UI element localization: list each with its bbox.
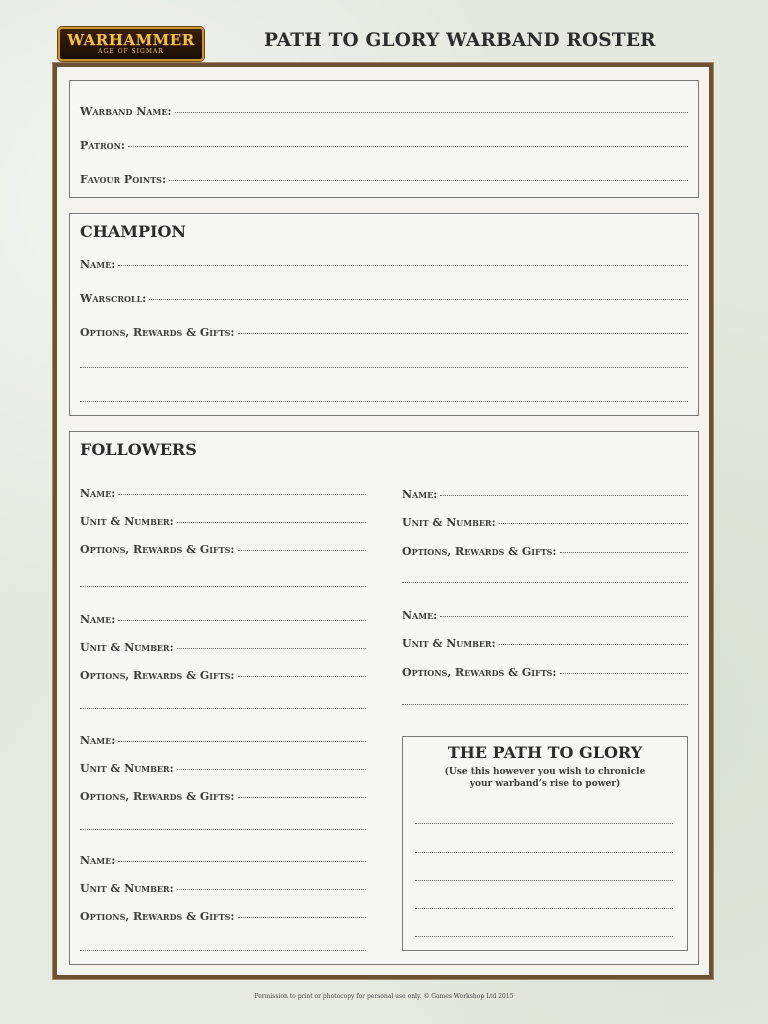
follower-unit-label: Unit & Number:	[80, 882, 174, 895]
follower-unit-label: Unit & Number:	[402, 637, 496, 650]
patron-field[interactable]	[80, 139, 688, 152]
path-to-glory-title: THE PATH TO GLORY	[447, 743, 643, 762]
champion-options-label: Options, Rewards & Gifts:	[80, 326, 235, 339]
follower-options-field[interactable]	[402, 666, 688, 679]
follower-options-label: Options, Rewards & Gifts:	[80, 543, 235, 556]
follower-options-label: Options, Rewards & Gifts:	[402, 545, 557, 558]
follower-unit-field[interactable]	[80, 641, 366, 654]
follower-unit-field[interactable]	[80, 762, 366, 775]
fill-line	[149, 299, 688, 300]
follower-unit-field[interactable]	[80, 882, 366, 895]
fill-line	[238, 676, 367, 677]
follower-name-label: Name:	[402, 488, 438, 501]
fill-line	[499, 523, 688, 524]
follower-name-field[interactable]	[80, 734, 366, 747]
fill-line	[177, 522, 366, 523]
fill-line	[238, 917, 367, 918]
fill-line	[560, 673, 689, 674]
champion-extra-line[interactable]	[80, 401, 688, 402]
follower-name-field[interactable]	[80, 854, 366, 867]
follower-unit-label: Unit & Number:	[80, 762, 174, 775]
path-to-glory-subtitle-line: your warband’s rise to power)	[469, 779, 621, 789]
favour-points-field[interactable]	[80, 173, 688, 186]
path-to-glory-box	[402, 736, 688, 951]
warband-name-label: Warband Name:	[80, 105, 172, 118]
follower-unit-label: Unit & Number:	[80, 641, 174, 654]
follower-name-label: Name:	[402, 609, 438, 622]
follower-name-label: Name:	[80, 487, 116, 500]
page-title: PATH TO GLORY WARBAND ROSTER	[264, 30, 656, 51]
follower-name-field[interactable]	[80, 487, 366, 500]
fill-line	[128, 146, 688, 147]
follower-unit-label: Unit & Number:	[402, 516, 496, 529]
follower-options-label: Options, Rewards & Gifts:	[80, 669, 235, 682]
follower-unit-field[interactable]	[80, 515, 366, 528]
warband-name-field[interactable]	[80, 105, 688, 118]
fill-line	[175, 112, 688, 113]
champion-title: CHAMPION	[80, 222, 187, 241]
follower-unit-label: Unit & Number:	[80, 515, 174, 528]
fill-line	[238, 333, 689, 334]
fill-line	[169, 180, 688, 181]
roster-frame	[53, 63, 713, 979]
champion-options-field[interactable]	[80, 326, 688, 339]
champion-panel	[69, 213, 699, 416]
chronicle-line[interactable]	[415, 880, 673, 881]
follower-options-field[interactable]	[402, 545, 688, 558]
follower-name-label: Name:	[80, 854, 116, 867]
favour-points-label: Favour Points:	[80, 173, 167, 186]
follower-extra-line[interactable]	[402, 704, 688, 705]
follower-extra-line[interactable]	[80, 708, 366, 709]
follower-extra-line[interactable]	[80, 829, 366, 830]
warhammer-logo	[58, 27, 204, 61]
follower-name-field[interactable]	[402, 488, 688, 501]
copyright-footer: Permission to print or photocopy for personal use only. © Games Workshop Ltd 2015	[254, 993, 514, 1000]
fill-line	[177, 769, 366, 770]
follower-options-label: Options, Rewards & Gifts:	[402, 666, 557, 679]
follower-options-field[interactable]	[80, 790, 366, 803]
follower-name-label: Name:	[80, 613, 116, 626]
patron-label: Patron:	[80, 139, 125, 152]
logo-main-text: WARHAMMER	[67, 31, 195, 49]
path-to-glory-subtitle-line: (Use this however you wish to chronicle	[444, 767, 646, 777]
fill-line	[118, 861, 366, 862]
chronicle-line[interactable]	[415, 908, 673, 909]
follower-extra-line[interactable]	[402, 582, 688, 583]
fill-line	[118, 494, 366, 495]
chronicle-line[interactable]	[415, 823, 673, 824]
fill-line	[238, 550, 367, 551]
fill-line	[238, 797, 367, 798]
champion-warscroll-field[interactable]	[80, 292, 688, 305]
chronicle-line[interactable]	[415, 852, 673, 853]
fill-line	[499, 644, 688, 645]
follower-options-field[interactable]	[80, 543, 366, 556]
follower-name-label: Name:	[80, 734, 116, 747]
fill-line	[440, 616, 688, 617]
warband-panel	[69, 80, 699, 198]
path-to-glory-subtitle	[403, 766, 687, 790]
followers-panel	[69, 431, 699, 965]
follower-extra-line[interactable]	[80, 586, 366, 587]
champion-warscroll-label: Warscroll:	[80, 292, 147, 305]
champion-name-label: Name:	[80, 258, 116, 271]
champion-name-field[interactable]	[80, 258, 688, 271]
chronicle-line[interactable]	[415, 936, 673, 937]
champion-extra-line[interactable]	[80, 367, 688, 368]
fill-line	[177, 648, 366, 649]
fill-line	[118, 620, 366, 621]
follower-unit-field[interactable]	[402, 516, 688, 529]
follower-options-label: Options, Rewards & Gifts:	[80, 910, 235, 923]
follower-options-label: Options, Rewards & Gifts:	[80, 790, 235, 803]
logo-sub-text: AGE OF SIGMAR	[98, 48, 164, 55]
followers-title: FOLLOWERS	[80, 440, 197, 459]
follower-options-field[interactable]	[80, 669, 366, 682]
fill-line	[440, 495, 688, 496]
follower-extra-line[interactable]	[80, 950, 366, 951]
follower-options-field[interactable]	[80, 910, 366, 923]
fill-line	[560, 552, 689, 553]
fill-line	[118, 265, 688, 266]
fill-line	[118, 741, 366, 742]
follower-name-field[interactable]	[402, 609, 688, 622]
follower-unit-field[interactable]	[402, 637, 688, 650]
fill-line	[177, 889, 366, 890]
follower-name-field[interactable]	[80, 613, 366, 626]
